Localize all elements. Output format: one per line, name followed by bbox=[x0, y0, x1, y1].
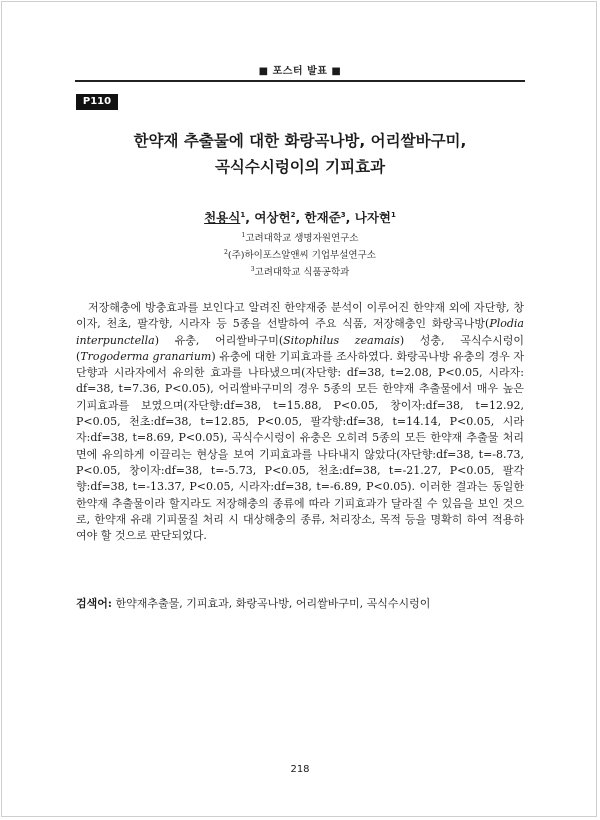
species-name: Sitophilus zeamais bbox=[283, 333, 400, 347]
title-line-1: 한약재 추출물에 대한 화랑곡나방, 어리쌀바구미, bbox=[133, 132, 467, 150]
page-number: 218 bbox=[290, 764, 310, 775]
affiliation: $^2$(주)하이포스알앤씨 기업부설연구소 bbox=[224, 249, 376, 262]
header-divider bbox=[75, 80, 525, 82]
section-header-label: ■ 포스터 발표 ■ bbox=[258, 66, 342, 77]
keywords-text: 한약재추출물, 기피효과, 화랑곡나방, 어리쌀바구미, 곡식수시렁이 bbox=[115, 597, 431, 610]
author-list: 천용식$^1$, 여상헌$^2$, 한재준$^3$, 나자현$^1$ bbox=[204, 210, 396, 225]
author: 나자현$^1$ bbox=[354, 210, 396, 225]
keywords bbox=[76, 596, 524, 612]
affiliation: $^1$고려대학교 생명자원연구소 bbox=[241, 232, 359, 245]
keywords-label: 검색어: bbox=[76, 597, 112, 610]
abstract-body: 저장해충에 방충효과를 보인다고 알려진 한약재중 분석이 이루어진 한약재 외에 자단향, 창이자, 천초, 팔각향, 시라자 등 5종을 선발하여 주요 식품, 저장해충인 화랑곡나방(Plodia interpunctella) 유충, 어리쌀바구미(Sitophilus zeamais) 성충, 곡식수시렁이(Trogoderma granarium) 유충에 대한 기피효과를 조사하였다. 화랑곡나방 유충의 경우 자단향과 시라자에서 유의한 효과를 나타냈으며(자단향: df=38, t=2.08, P<0.05, 시라자: df=38, t=7.36, P<0.05), 어리쌀바구미의 경우 5종의 모든 한약재 추출물에서 매우 높은 기피효과를 보였으며(자단향:df=38, t=15.88, P<0.05, 창이자:df=38, t=12.92, P<0.05, 천초:df=38, t=12.85, P<0.05, 팔각향:df=38, t=14.14, P<0.05, 시라자:df=38, t=8.69, P<0.05), 곡식수시렁이 유충은 오히려 5종의 모든 한약재 추출물 처리면에 유의하게 이끌리는 현상을 보여 기피효과를 나타내지 않았다(자단향:df=38, t=-8.73, P<0.05, 창이자:df=38, t=-5.73, P<0.05, 천초:df=38, t=-21.27, P<0.05, 팔각향:df=38, t=-13.37, P<0.05, 시라자:df=38, t=-6.89, P<0.05). 이러한 결과는 동일한 한약재 추출물이라 할지라도 저장해충의 종류에 따라 기피효과가 달라질 수 있음을 보인 것으로, 한약재 유래 기피물질 처리 시 대상해충의 종류, 처리장소, 목적 등을 명확히 하여 적용하여야 할 것으로 판단되었다. bbox=[76, 301, 524, 543]
paper-title bbox=[75, 128, 525, 180]
author: 한재준$^3$ bbox=[304, 210, 346, 225]
species-name: Plodia interpunctella bbox=[76, 317, 524, 347]
author: 천용식$^1$ bbox=[204, 210, 246, 225]
affiliation-list bbox=[75, 229, 525, 280]
affiliation: $^3$고려대학교 식품공학과 bbox=[250, 266, 350, 279]
title-line-2: 곡식수시렁이의 기피효과 bbox=[214, 158, 386, 176]
species-name: Trogoderma granarium bbox=[80, 349, 212, 363]
author: 여상헌$^2$ bbox=[254, 210, 296, 225]
section-header bbox=[75, 59, 525, 78]
poster-id-badge: P110 bbox=[76, 94, 118, 110]
